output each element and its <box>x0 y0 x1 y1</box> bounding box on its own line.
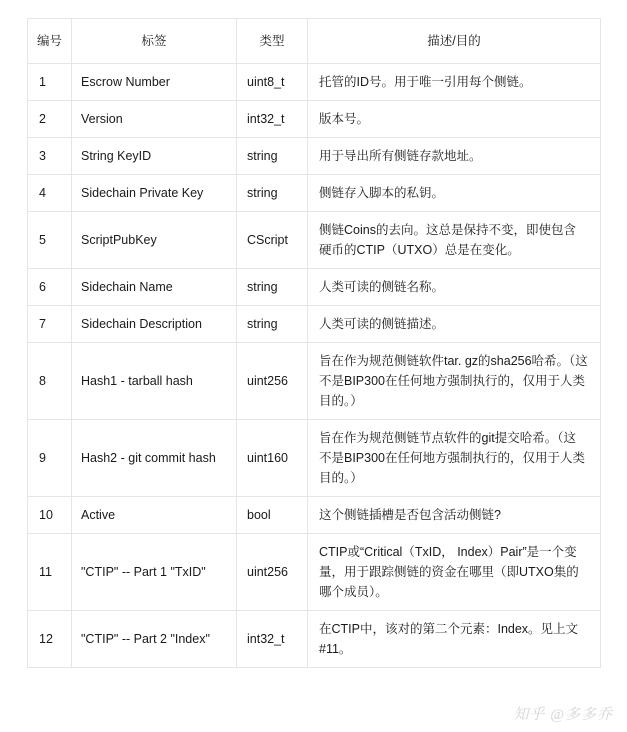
cell-label: Hash2 - git commit hash <box>72 420 237 497</box>
table-row <box>28 420 601 497</box>
cell-type: int32_t <box>237 611 308 668</box>
table-row <box>28 101 601 138</box>
column-header-label: 标签 <box>72 19 237 64</box>
cell-type: string <box>237 269 308 306</box>
table-row <box>28 497 601 534</box>
cell-number: 6 <box>28 269 72 306</box>
table-row <box>28 611 601 668</box>
table-row <box>28 64 601 101</box>
cell-number: 7 <box>28 306 72 343</box>
cell-description: 人类可读的侧链名称。 <box>308 269 601 306</box>
cell-description: CTIP或“Critical（TxID， Index）Pair”是一个变量，用于跟踪侧链的资金在哪里（即UTXO集的哪个成员）。 <box>308 534 601 611</box>
cell-description: 版本号。 <box>308 101 601 138</box>
cell-type: uint256 <box>237 343 308 420</box>
table-row <box>28 212 601 269</box>
cell-type: string <box>237 175 308 212</box>
cell-type: uint256 <box>237 534 308 611</box>
table-row <box>28 138 601 175</box>
cell-number: 11 <box>28 534 72 611</box>
cell-label: Escrow Number <box>72 64 237 101</box>
cell-description: 这个侧链插槽是否包含活动侧链? <box>308 497 601 534</box>
column-header-description: 描述/目的 <box>308 19 601 64</box>
cell-label: Sidechain Description <box>72 306 237 343</box>
cell-label: ScriptPubKey <box>72 212 237 269</box>
sidechain-fields-table <box>27 18 601 668</box>
cell-description: 侧链Coins的去向。这总是保持不变，即使包含硬币的CTIP（UTXO）总是在变化。 <box>308 212 601 269</box>
cell-description: 用于导出所有侧链存款地址。 <box>308 138 601 175</box>
cell-number: 3 <box>28 138 72 175</box>
cell-label: Version <box>72 101 237 138</box>
cell-label: "CTIP" -- Part 1 "TxID" <box>72 534 237 611</box>
cell-label: Active <box>72 497 237 534</box>
cell-number: 4 <box>28 175 72 212</box>
table-row <box>28 175 601 212</box>
cell-number: 1 <box>28 64 72 101</box>
cell-type: CScript <box>237 212 308 269</box>
table-row <box>28 269 601 306</box>
table-row <box>28 534 601 611</box>
cell-label: "CTIP" -- Part 2 "Index" <box>72 611 237 668</box>
column-header-type: 类型 <box>237 19 308 64</box>
table-row <box>28 306 601 343</box>
cell-number: 5 <box>28 212 72 269</box>
cell-description: 在CTIP中，该对的第二个元素：Index。见上文#11。 <box>308 611 601 668</box>
column-header-number: 编号 <box>28 19 72 64</box>
cell-description: 人类可读的侧链描述。 <box>308 306 601 343</box>
cell-label: Sidechain Name <box>72 269 237 306</box>
cell-label: String KeyID <box>72 138 237 175</box>
cell-type: string <box>237 138 308 175</box>
table-header-row <box>28 19 601 64</box>
cell-type: bool <box>237 497 308 534</box>
cell-type: uint8_t <box>237 64 308 101</box>
cell-label: Sidechain Private Key <box>72 175 237 212</box>
cell-type: int32_t <box>237 101 308 138</box>
cell-description: 旨在作为规范侧链软件tar. gz的sha256哈希。（这不是BIP300在任何地方强制执行的，仅用于人类目的。） <box>308 343 601 420</box>
cell-description: 侧链存入脚本的私钥。 <box>308 175 601 212</box>
cell-number: 9 <box>28 420 72 497</box>
cell-type: string <box>237 306 308 343</box>
cell-number: 10 <box>28 497 72 534</box>
zhihu-watermark: 知乎 @多多乔 <box>513 707 613 723</box>
cell-description: 托管的ID号。用于唯一引用每个侧链。 <box>308 64 601 101</box>
cell-number: 8 <box>28 343 72 420</box>
cell-label: Hash1 - tarball hash <box>72 343 237 420</box>
cell-type: uint160 <box>237 420 308 497</box>
cell-number: 12 <box>28 611 72 668</box>
table-body <box>28 64 601 668</box>
table-row <box>28 343 601 420</box>
cell-description: 旨在作为规范侧链节点软件的git提交哈希。（这不是BIP300在任何地方强制执行的，仅用于人类目的。） <box>308 420 601 497</box>
spec-table-container <box>27 18 600 668</box>
cell-number: 2 <box>28 101 72 138</box>
